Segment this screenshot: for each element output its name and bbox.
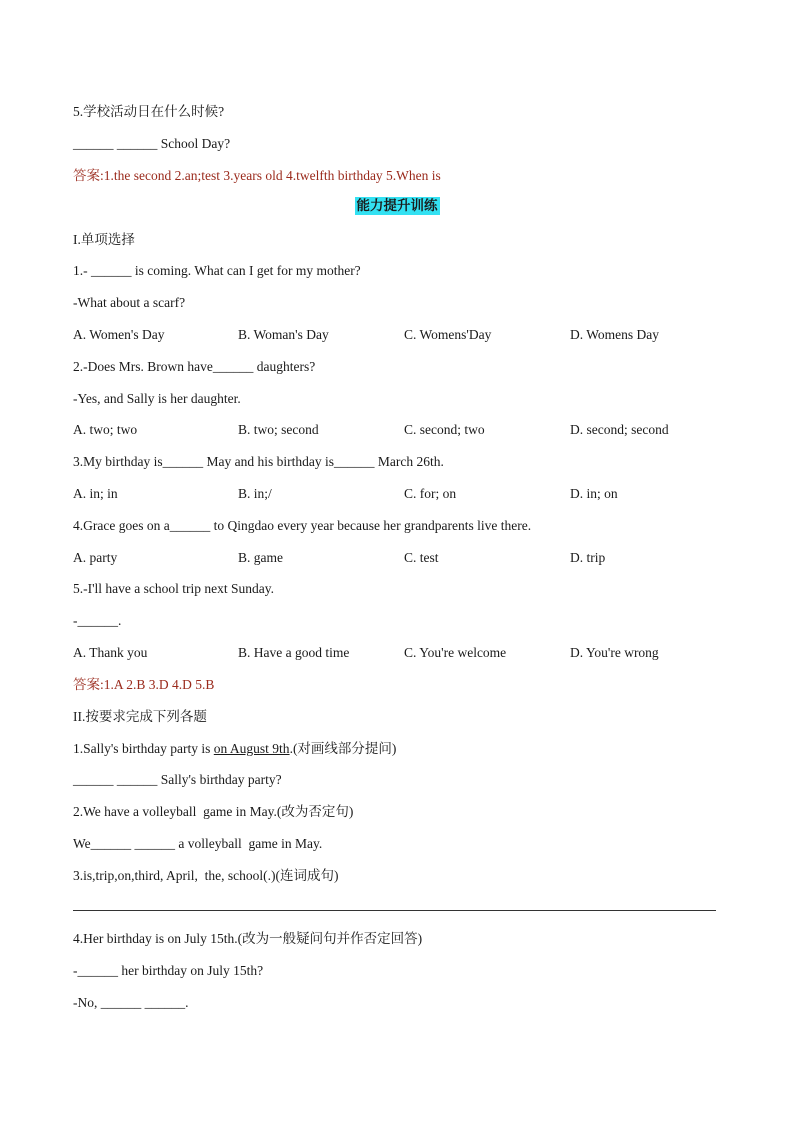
mc-question-3: 3.My birthday is______ May and his birthday is______ March 26th. (73, 454, 444, 469)
option-a: A. Women's Day (73, 327, 165, 342)
option-b: B. Have a good time (238, 645, 350, 660)
section-title-wrap (0, 197, 794, 215)
option-a: A. two; two (73, 422, 138, 437)
question-5-fill: ______ ______ School Day? (73, 136, 231, 151)
option-d: D. You're wrong (570, 645, 659, 660)
task-question-1-post: .(对画线部分提问) (289, 741, 397, 756)
part2-heading: II.按要求完成下列各题 (73, 709, 207, 724)
task-question-4-fill-2: -No, ______ ______. (73, 995, 189, 1010)
task-question-3: 3.is,trip,on,third, April, the, school(.)(连词成句) (73, 868, 339, 883)
section-title: 能力提升训练 (356, 198, 438, 213)
option-b: B. game (238, 550, 283, 565)
mc-question-1: 1.- ______ is coming. What can I get for my mother? (73, 263, 361, 278)
mc-question-2-options (73, 422, 713, 438)
option-c: C. second; two (404, 422, 485, 437)
mc-question-1-response: -What about a scarf? (73, 295, 186, 310)
option-c: C. Womens'Day (404, 327, 492, 342)
option-b: B. in;/ (238, 486, 272, 501)
mc-question-3-options (73, 486, 713, 502)
task-question-2-fill: We______ ______ a volleyball game in May. (73, 836, 323, 851)
option-d: D. in; on (570, 486, 618, 501)
answer-key-2: 答案:1.A 2.B 3.D 4.D 5.B (73, 677, 215, 692)
option-c: C. for; on (404, 486, 457, 501)
task-question-4: 4.Her birthday is on July 15th.(改为一般疑问句并作否定回答) (73, 931, 423, 946)
task-question-2: 2.We have a volleyball game in May.(改为否定句) (73, 804, 354, 819)
option-a: A. in; in (73, 486, 118, 501)
task-question-1 (73, 741, 396, 757)
option-d: D. trip (570, 550, 606, 565)
option-d: D. second; second (570, 422, 669, 437)
mc-question-4: 4.Grace goes on a______ to Qingdao every year because her grandparents live there. (73, 518, 532, 533)
mc-question-1-options (73, 327, 713, 343)
part1-heading: I.单项选择 (73, 232, 135, 247)
mc-question-5-options (73, 645, 713, 661)
option-a: A. Thank you (73, 645, 148, 660)
answer-line (73, 910, 716, 911)
mc-question-5-response: -______. (73, 613, 122, 628)
option-a: A. party (73, 550, 118, 565)
option-b: B. two; second (238, 422, 319, 437)
underlined-phrase: on August 9th (213, 741, 290, 756)
option-c: C. You're welcome (404, 645, 507, 660)
mc-question-2: 2.-Does Mrs. Brown have______ daughters? (73, 359, 316, 374)
question-5-chinese: 5.学校活动日在什么时候? (73, 104, 225, 119)
option-b: B. Woman's Day (238, 327, 329, 342)
option-d: D. Womens Day (570, 327, 660, 342)
mc-question-4-options (73, 550, 713, 566)
answer-key-1: 答案:1.the second 2.an;test 3.years old 4.twelfth birthday 5.When is (73, 168, 441, 183)
task-question-4-fill-1: -______ her birthday on July 15th? (73, 963, 264, 978)
option-c: C. test (404, 550, 439, 565)
mc-question-2-response: -Yes, and Sally is her daughter. (73, 391, 241, 406)
task-question-1-pre: 1.Sally's birthday party is (73, 741, 214, 756)
task-question-1-fill: ______ ______ Sally's birthday party? (73, 772, 282, 787)
mc-question-5: 5.-I'll have a school trip next Sunday. (73, 581, 275, 596)
